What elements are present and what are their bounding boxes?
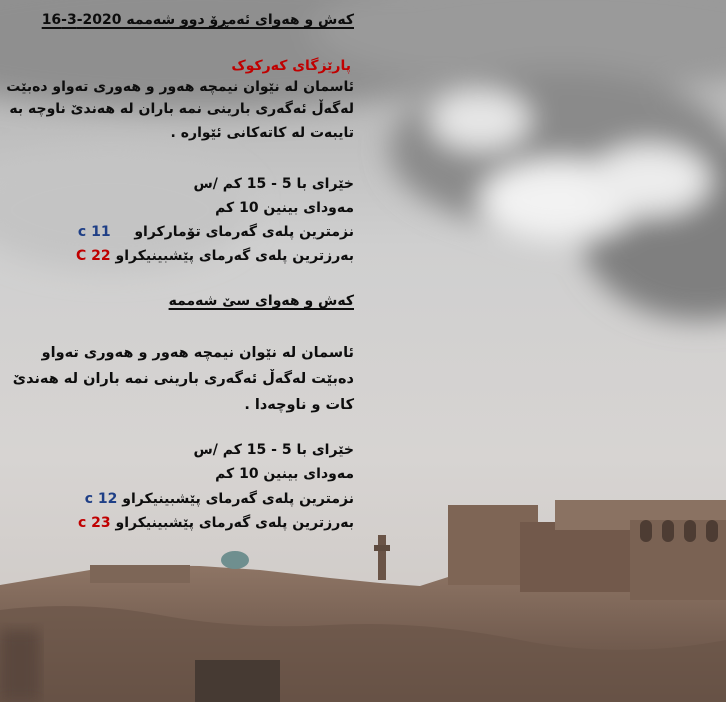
today-min-temp-value: 11 c <box>77 224 111 240</box>
tomorrow-visibility: مەودای بینین 10 کم <box>215 466 354 482</box>
tomorrow-heading: کەش و هەوای سێ شەممە <box>168 293 354 309</box>
tomorrow-max-temp <box>78 514 354 532</box>
tomorrow-min-temp-value: 12 c <box>84 491 118 507</box>
tomorrow-min-temp-label: نزمترین پلەی گەرمای پێشبینیکراو <box>122 491 354 507</box>
tomorrow-wind: خێرای با 5 - 15 کم /س <box>193 442 354 458</box>
tomorrow-description-line-1: ئاسمان لە نێوان نیمچە هەور و هەوری تەواو <box>41 345 354 361</box>
today-max-temp <box>76 247 354 265</box>
today-min-temp-label: نزمترین پلەی گەرمای تۆمارکراو <box>134 224 354 240</box>
today-wind: خێرای با 5 - 15 کم /س <box>193 176 354 192</box>
today-description-line-2: لەگەڵ ئەگەری بارینی نمە باران لە هەندێ ناوچە بە <box>9 101 354 117</box>
today-description-line-1: ئاسمان لە نێوان نیمچە هەور و هەوری تەواو دەبێت <box>6 79 354 95</box>
today-min-temp <box>78 223 354 241</box>
today-visibility: مەودای بینین 10 کم <box>215 200 354 216</box>
tomorrow-description-line-2: دەبێت لەگەڵ ئەگەری بارینی نمە باران لە هەندێ <box>12 371 354 387</box>
today-description-line-3: تایبەت لە کاتەکانی ئێوارە . <box>170 125 354 141</box>
tomorrow-min-temp <box>85 490 354 508</box>
region-title: پارێزگای کەرکوک <box>231 58 351 74</box>
tomorrow-description-line-3: کات و ناوچەدا . <box>244 397 354 413</box>
today-max-temp-label: بەرزترین پلەی گەرمای پێشبینیکراو <box>115 248 354 264</box>
today-heading: کەش و هەوای ئەمڕۆ دوو شەممە 2020-3-16 <box>41 12 354 28</box>
tomorrow-max-temp-label: بەرزترین پلەی گەرمای پێشبینیکراو <box>115 515 354 531</box>
tomorrow-max-temp-value: 23 c <box>77 515 111 531</box>
today-max-temp-value: 22 C <box>76 248 111 264</box>
